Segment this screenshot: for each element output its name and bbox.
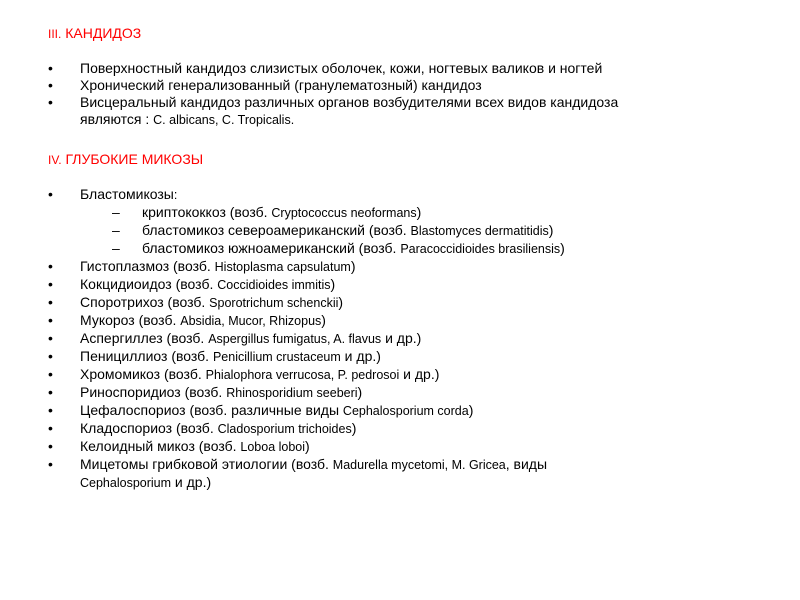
pathogen-name: Blastomyces dermatitidis xyxy=(410,224,549,238)
dash-icon: – xyxy=(112,204,120,220)
item-continuation xyxy=(80,474,565,492)
bullet-icon: • xyxy=(48,276,53,292)
pathogen-name: Penicillium crustaceum xyxy=(212,350,341,364)
item-end: и др.) xyxy=(171,474,212,490)
pathogen-name: Loboa loboi xyxy=(240,440,306,454)
item-end: и др.) xyxy=(340,348,381,364)
sub-list-item xyxy=(48,222,565,240)
sub-list-item xyxy=(48,204,565,222)
item-text: Поверхностный кандидоз слизистых оболочек, кожи, ногтевых валиков и ногтей xyxy=(80,60,603,76)
item-text: Кокцидиоидоз (возб. xyxy=(80,276,218,292)
pathogen-name: Cladosporium trichoides xyxy=(217,422,352,436)
list-item xyxy=(48,186,565,204)
item-end: и др.) xyxy=(399,366,440,382)
item-end: и др.) xyxy=(381,330,422,346)
bullet-icon: • xyxy=(48,294,53,310)
list-item xyxy=(48,60,618,77)
item-text: Хромомикоз (возб. xyxy=(80,366,206,382)
item-text: бластомикоз южноамериканский (возб. xyxy=(142,240,401,256)
item-end: ) xyxy=(560,240,565,256)
bullet-icon: • xyxy=(48,366,53,382)
pathogen-name: Coccidioides immitis xyxy=(217,278,331,292)
bullet-icon: • xyxy=(48,94,53,110)
section-heading-candidiasis xyxy=(48,24,141,43)
list-item xyxy=(48,438,565,456)
item-end: ) xyxy=(338,294,344,310)
pathogen-name: Paracoccidioides brasiliensis xyxy=(400,242,561,256)
item-end: ) xyxy=(330,276,336,292)
dash-icon: – xyxy=(112,222,120,238)
pathogen-name: Aspergillus fumigatus, A. flavus xyxy=(208,332,382,346)
item-text: Кладоспориоз (возб. xyxy=(80,420,218,436)
list-item xyxy=(48,384,565,402)
bullet-icon: • xyxy=(48,186,53,202)
item-text: Мицетомы грибковой этиологии (возб. xyxy=(80,456,333,472)
pathogen-name: Cephalosporium corda xyxy=(342,404,469,418)
item-end: ) xyxy=(321,312,326,328)
bullet-icon: • xyxy=(48,384,53,400)
list-item xyxy=(48,94,618,129)
item-end: ) xyxy=(468,402,474,418)
bullet-icon: • xyxy=(48,438,53,454)
item-end: ) xyxy=(351,420,357,436)
pathogen-name: Sporotrichum schenckii xyxy=(209,296,339,310)
list-item xyxy=(48,366,565,384)
item-text: Цефалоспориоз (возб. различные виды xyxy=(80,402,343,418)
item-text: Хронический генерализованный (гранулематозный) кандидоз xyxy=(80,77,482,93)
section-heading-deep-mycoses xyxy=(48,150,203,169)
item-text-cont: являются : xyxy=(80,111,154,127)
list-item xyxy=(48,402,565,420)
item-end: ) xyxy=(357,384,363,400)
list-item xyxy=(48,258,565,276)
list-item xyxy=(48,312,565,330)
item-text: Риноспоридиоз (возб. xyxy=(80,384,227,400)
dash-icon: – xyxy=(112,240,120,256)
section-number: III. xyxy=(48,27,62,41)
item-end: ) xyxy=(350,258,356,274)
bullet-icon: • xyxy=(48,348,53,364)
list-item xyxy=(48,276,565,294)
bullet-icon: • xyxy=(48,456,53,472)
list-item xyxy=(48,456,565,492)
list-item xyxy=(48,420,565,438)
item-suffix: : xyxy=(173,188,178,202)
section-number: IV. xyxy=(48,153,62,167)
section-title: КАНДИДОЗ xyxy=(65,25,142,41)
list-item xyxy=(48,330,565,348)
item-text: Аспергиллез (возб. xyxy=(80,330,209,346)
pathogen-name: Absidia, Mucor, Rhizopus xyxy=(180,314,322,328)
item-end: ) xyxy=(416,204,422,220)
bullet-icon: • xyxy=(48,312,53,328)
item-text: бластомикоз североамериканский (возб. xyxy=(142,222,411,238)
item-text: Мукороз (возб. xyxy=(80,312,181,328)
pathogen-name: C. albicans, C. Tropicalis. xyxy=(153,113,295,127)
list-item xyxy=(48,294,565,312)
pathogen-name: Cephalosporium xyxy=(80,476,172,490)
bullet-icon: • xyxy=(48,330,53,346)
item-text: криптококкоз (возб. xyxy=(142,204,272,220)
deep-mycoses-list xyxy=(48,186,565,492)
bullet-icon: • xyxy=(48,402,53,418)
item-continuation xyxy=(80,111,618,129)
pathogen-name: Madurella mycetomi, M. Gricea xyxy=(332,458,506,472)
item-end: ) xyxy=(305,438,310,454)
pathogen-name: Cryptococcus neoformans xyxy=(271,206,417,220)
item-text: Келоидный микоз (возб. xyxy=(80,438,241,454)
sub-list-item xyxy=(48,240,565,258)
item-text: Пенициллиоз (возб. xyxy=(80,348,213,364)
bullet-icon: • xyxy=(48,60,53,76)
candidiasis-list xyxy=(48,60,618,129)
item-text: Споротрихоз (возб. xyxy=(80,294,210,310)
item-text: Бластомикозы xyxy=(80,186,174,202)
item-text: Висцеральный кандидоз различных органов возбудителями всех видов кандидоза xyxy=(80,94,619,110)
section-title: ГЛУБОКИЕ МИКОЗЫ xyxy=(65,151,204,167)
item-end: ) xyxy=(548,222,554,238)
item-text-mid: , виды xyxy=(505,456,548,472)
bullet-icon: • xyxy=(48,77,53,93)
bullet-icon: • xyxy=(48,258,53,274)
pathogen-name: Histoplasma capsulatum xyxy=(214,260,351,274)
pathogen-name: Phialophora verrucosa, P. pedrosoi xyxy=(205,368,400,382)
bullet-icon: • xyxy=(48,420,53,436)
pathogen-name: Rhinosporidium seeberi xyxy=(226,386,358,400)
item-text: Гистоплазмоз (возб. xyxy=(80,258,215,274)
list-item xyxy=(48,348,565,366)
list-item xyxy=(48,77,618,94)
